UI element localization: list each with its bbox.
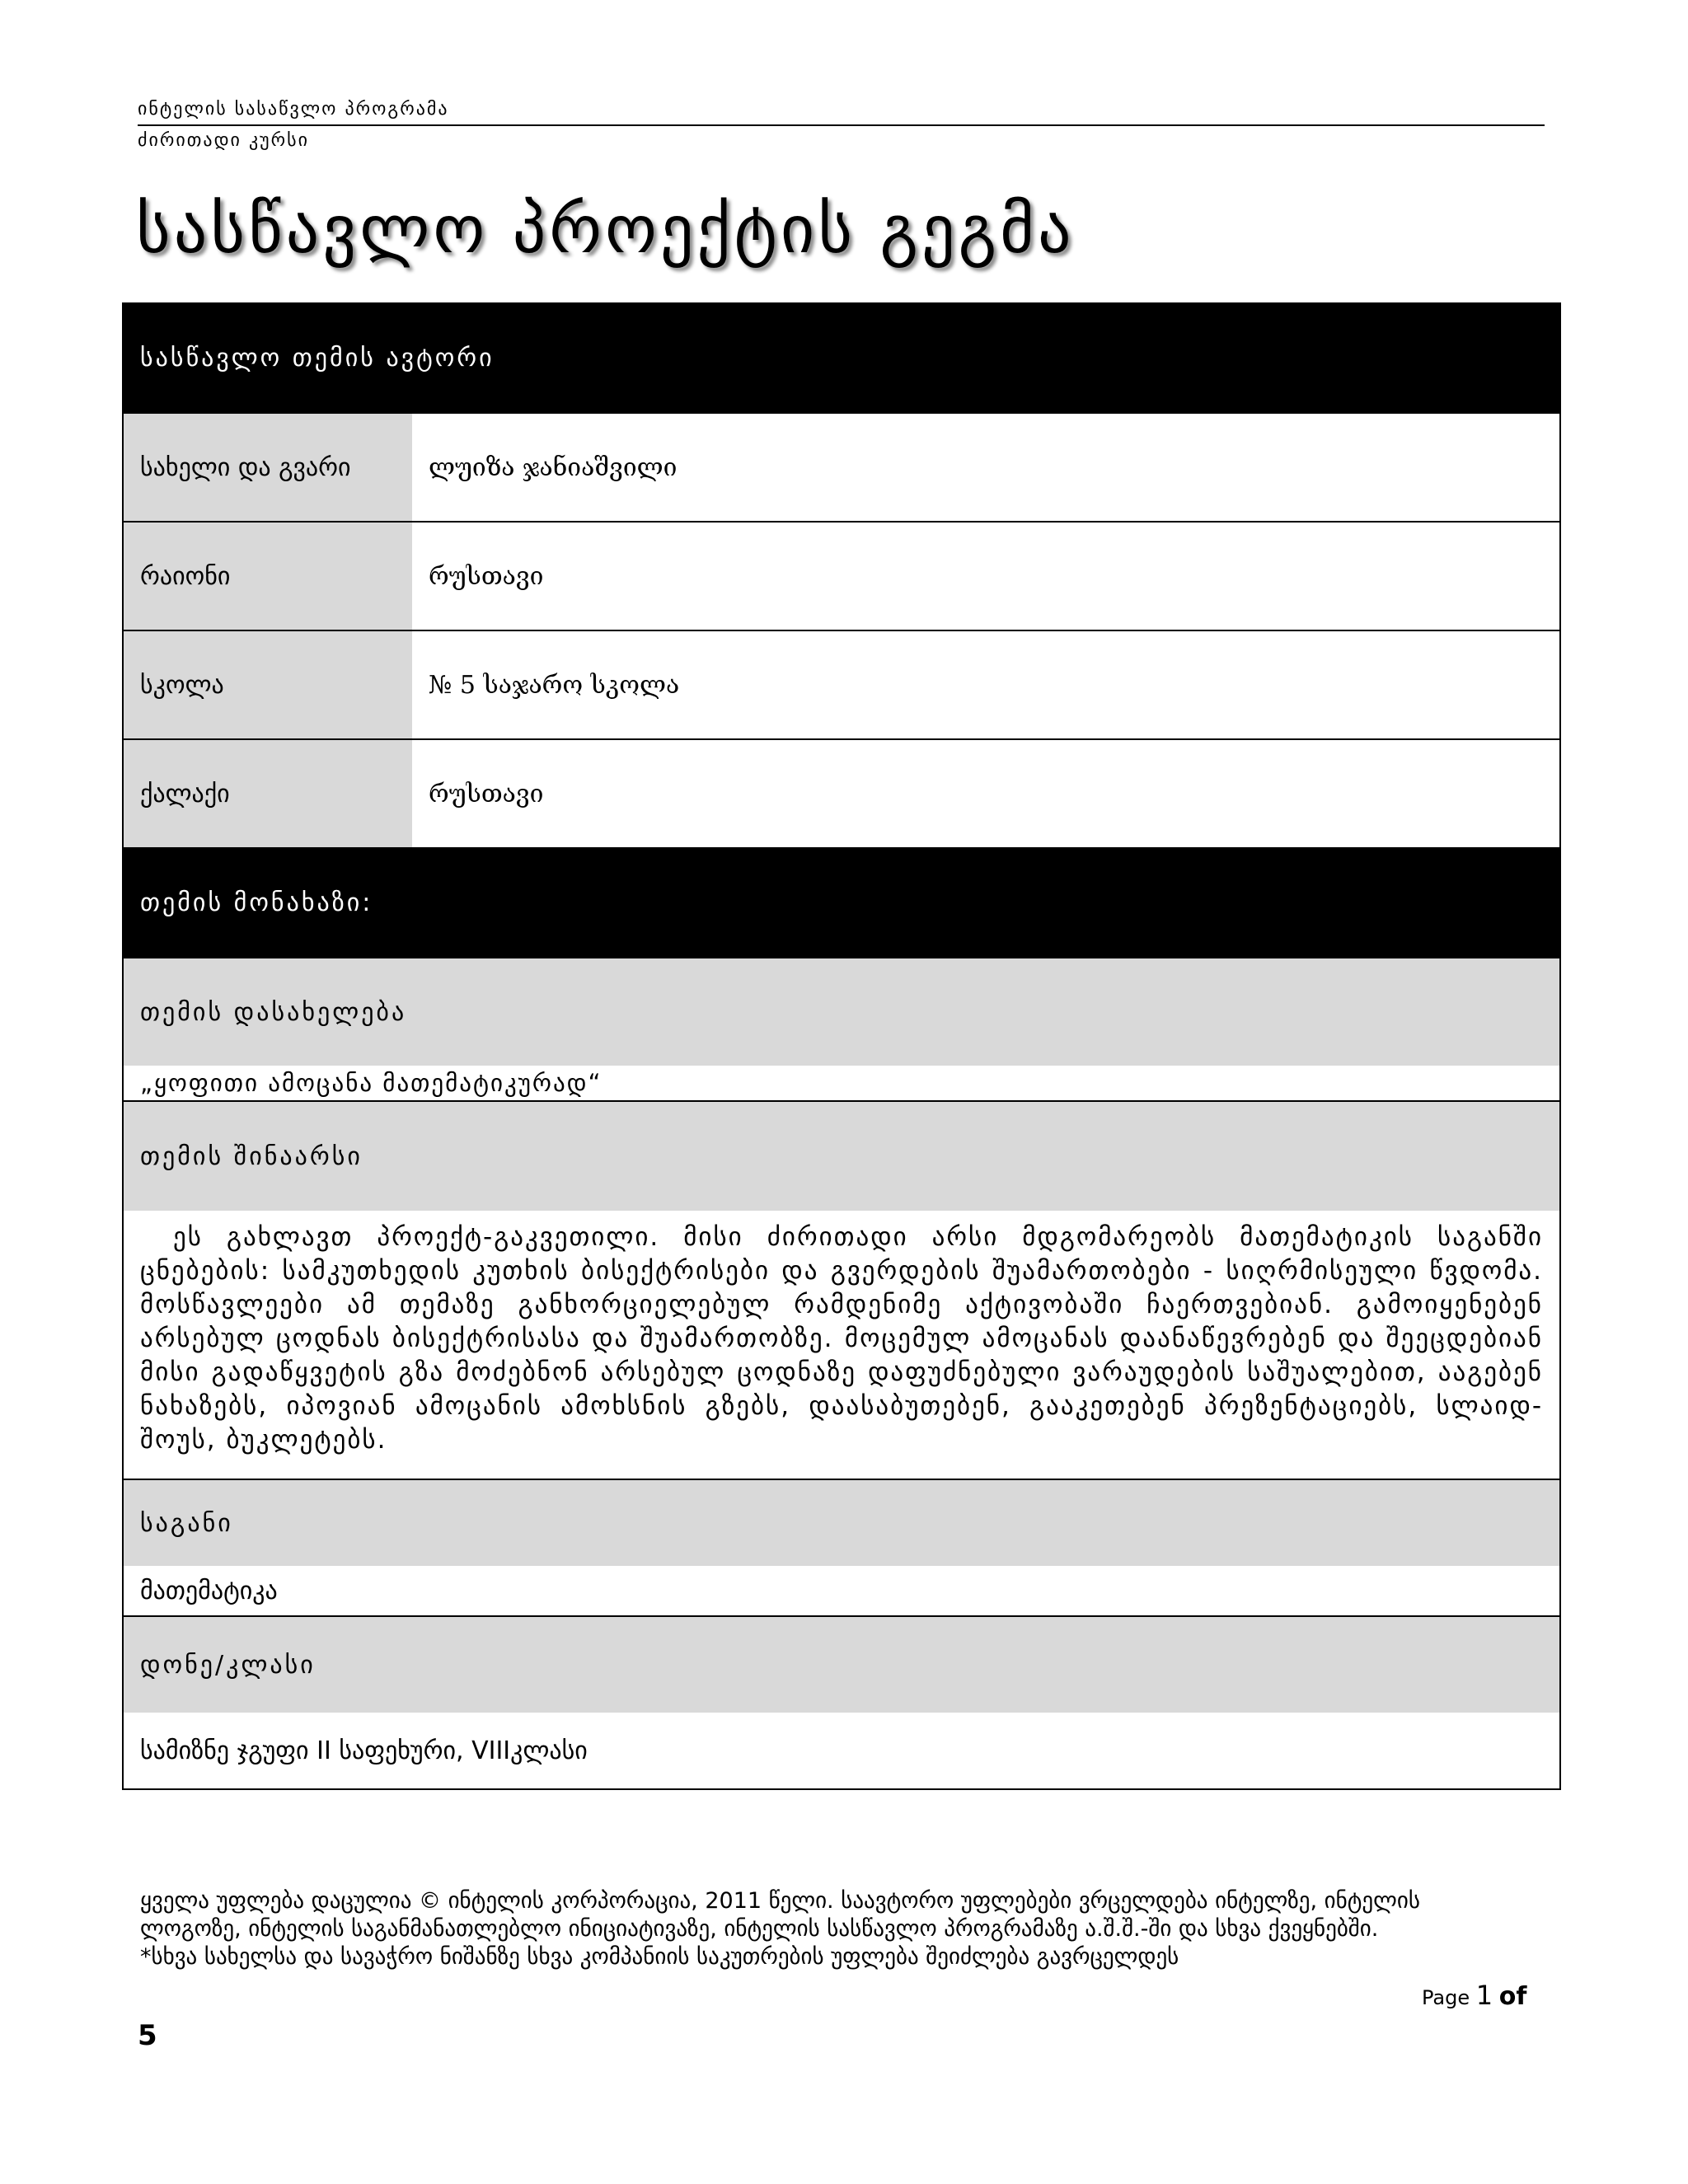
page-current: 1 — [1475, 1980, 1493, 2011]
info-value: რუსთავი — [429, 561, 544, 591]
info-value: № 5 საჯარო სკოლა — [429, 670, 680, 700]
level-value: სამიზნე ჯგუფი II საფეხური, VIIIკლასი — [140, 1736, 588, 1765]
info-value: რუსთავი — [429, 779, 544, 808]
header-program-name: ინტელის სასაწვლო პროგრამა — [138, 99, 449, 120]
topic-content-text: ეს გახლავთ პროექტ-გაკვეთილი. მისი ძირითადი არსი მდგომარეობს მათემატიკის საგანში ცნებების: სამკუთხედის კუთხის ბისექტრისები და გვერდების შუამართობები - სიღრმისეული წვდომა. მოსწავლეები ამ თემაზე განხორციელებულ რამდენიმე აქტივობაში ჩაერთვებიან. გამოიყენებენ არსებულ ცოდნას ბისექტრისასა და შუამართობზე. მოცემულ ამოცანას დაანაწევრებენ და შეეცდებიან მისი გადაწყვეტის გზა მოძებნონ არსებულ ცოდნაზე დაფუძნებული ვარაუდების საშუალებით, ააგებენ ნახაზებს, იპოვიან ამოცანის ამოხსნის გზებს, დაასაბუთებენ, გააკეთებენ პრეზენტაციებს, სლაიდ-შოუს, ბუკლეტებს. — [124, 1211, 1559, 1480]
info-row-city — [124, 740, 1559, 849]
author-section-heading: სასწავლო თემის ავტორი — [124, 304, 1559, 414]
info-label: რაიონი — [124, 523, 412, 630]
info-row-name — [124, 414, 1559, 523]
info-label: ქალაქი — [124, 740, 412, 847]
footer-line: ყველა უფლება დაცულია © ინტელის კორპორაცია, 2011 წელი. საავტორო უფლებები ვრცელდება ინტელზე, ინტელის — [140, 1888, 1420, 1914]
project-plan-form — [122, 302, 1561, 1790]
topic-name-label: თემის დასახელება — [124, 958, 1559, 1066]
header-course-name: ძირითადი კურსი — [138, 130, 310, 151]
info-value: ლუიზა ჯანიაშვილი — [429, 452, 678, 482]
topic-content-label: თემის შინაარსი — [124, 1102, 1559, 1211]
header-divider — [138, 124, 1545, 126]
footer-line: ლოგოზე, ინტელის საგანმანათლებლო ინიციატივაზე, ინტელის სასწავლო პროგრამაზე ა.შ.შ.-ში და სხვა ქვეყნებში. — [140, 1916, 1379, 1942]
info-row-school — [124, 631, 1559, 740]
info-label: სახელი და გვარი — [124, 414, 412, 521]
page-word: Page — [1422, 1986, 1470, 2009]
copyright-footer — [140, 1887, 1541, 1971]
info-label: სკოლა — [124, 631, 412, 738]
topic-name-value: „ყოფითი ამოცანა მათემატიკურად“ — [124, 1066, 1559, 1102]
footer-line: *სხვა სახელსა და სავაჭრო ნიშანზე სხვა კომპანიის საკუთრების უფლება შეიძლება გავრცელდეს — [140, 1944, 1179, 1970]
info-row-district — [124, 523, 1559, 631]
page-of: of — [1498, 1982, 1527, 2011]
level-label: დონე/კლასი — [124, 1617, 1559, 1713]
subject-label: საგანი — [124, 1480, 1559, 1566]
page-total: 5 — [138, 2019, 157, 2052]
page-title: სასწავლო პროექტის გეგმა — [136, 191, 1075, 268]
subject-value: მათემატიკა — [124, 1566, 1559, 1617]
page-indicator — [1422, 1980, 1526, 2011]
topic-section-heading: თემის მონახაზი: — [124, 849, 1559, 958]
